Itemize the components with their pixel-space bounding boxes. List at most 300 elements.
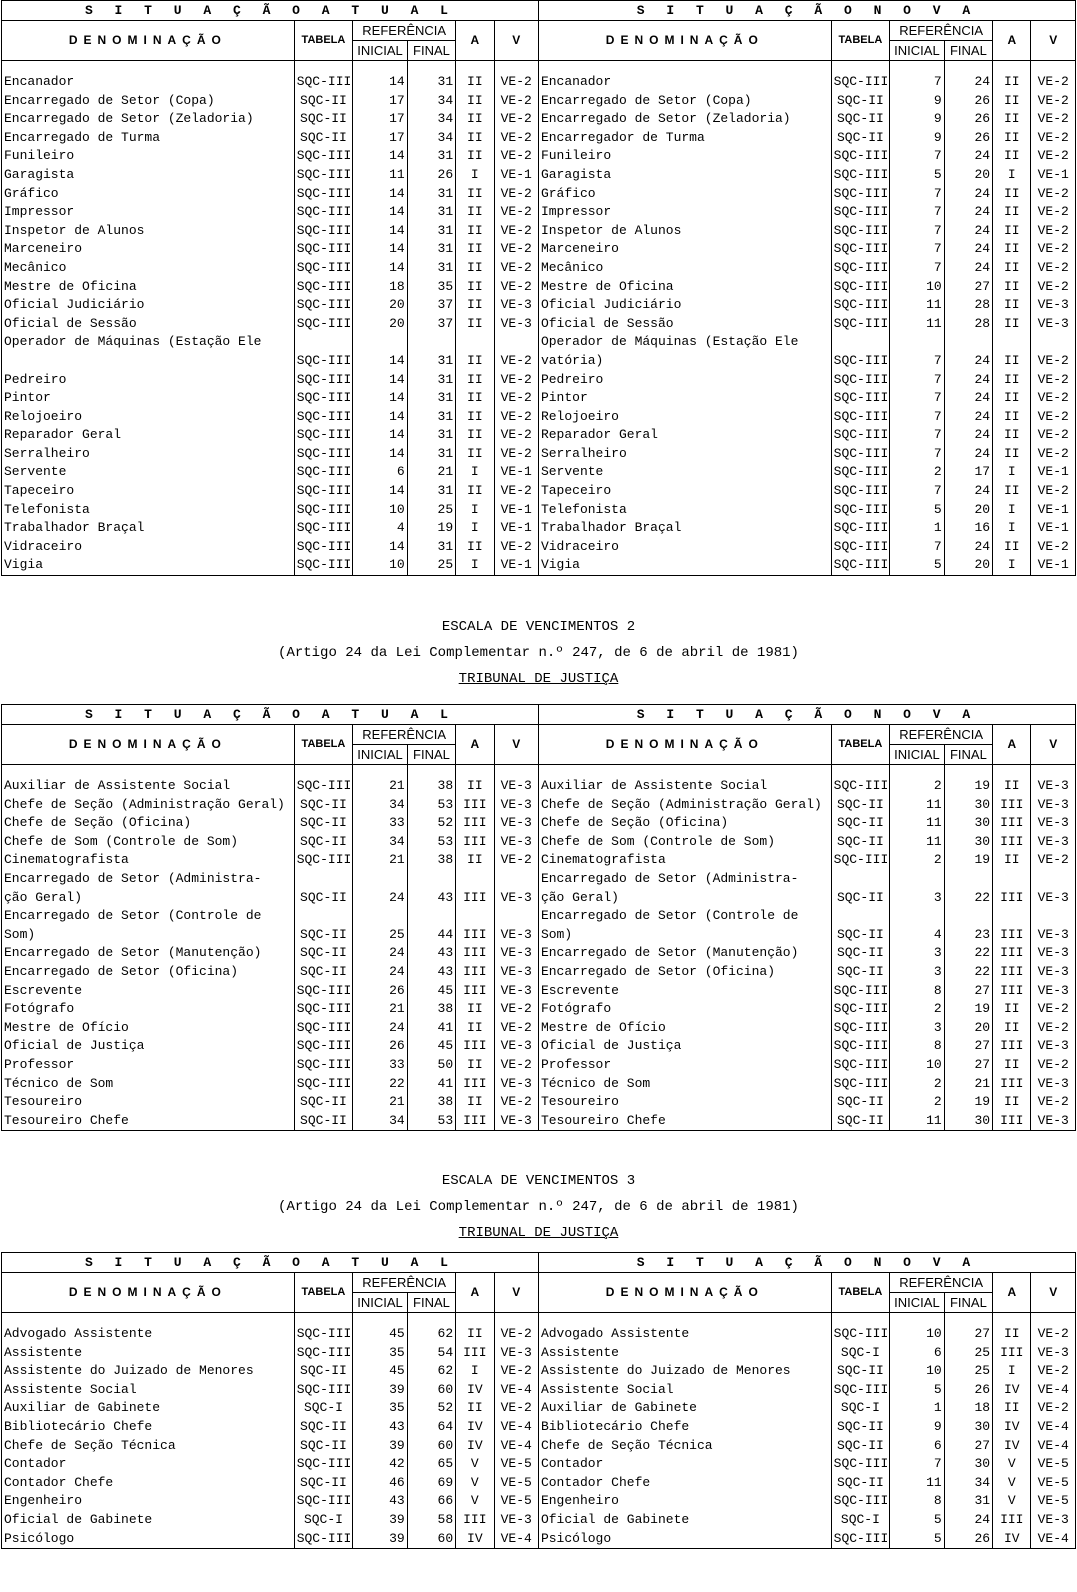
header-referencia: REFERÊNCIA bbox=[353, 725, 456, 745]
cargo-nova: Vidraceiro bbox=[538, 538, 831, 557]
cargo-atual: Som) bbox=[4, 926, 36, 942]
ref-final-atual: 41 bbox=[407, 1075, 455, 1094]
ref-final-atual bbox=[407, 870, 455, 889]
ref-inicial-atual: 34 bbox=[353, 1112, 408, 1131]
tabela-atual: SQC-III bbox=[294, 1037, 353, 1056]
ref-final-atual: 53 bbox=[407, 1112, 455, 1131]
cargo-nova: Professor bbox=[538, 1056, 831, 1075]
table-row bbox=[2, 73, 1076, 92]
table-row bbox=[2, 240, 1076, 259]
v-atual: VE-2 bbox=[494, 1325, 538, 1344]
cargo-nova: Serralheiro bbox=[538, 445, 831, 464]
a-nova: II bbox=[993, 92, 1031, 111]
tabela-atual: SQC-III bbox=[294, 1325, 353, 1344]
ref-final-nova bbox=[944, 907, 992, 926]
ref-final-nova: 24 bbox=[944, 203, 992, 222]
ref-final-atual bbox=[407, 907, 455, 926]
table-row bbox=[2, 1037, 1076, 1056]
a-atual: II bbox=[456, 73, 494, 92]
table-row bbox=[2, 222, 1076, 241]
v-atual: VE-2 bbox=[494, 129, 538, 148]
a-atual: III bbox=[456, 944, 494, 963]
ref-final-nova: 24 bbox=[944, 482, 992, 501]
ref-final-nova: 20 bbox=[944, 166, 992, 185]
ref-final-atual: 37 bbox=[407, 315, 455, 334]
cargo-nova: Relojoeiro bbox=[538, 408, 831, 427]
tabela-atual: SQC-III bbox=[294, 1056, 353, 1075]
a-nova: III bbox=[993, 982, 1031, 1001]
ref-inicial-nova: 2 bbox=[890, 1000, 945, 1019]
ref-final-nova: 18 bbox=[944, 1399, 992, 1418]
cargo-nova: Chefe de Som (Controle de Som) bbox=[538, 833, 831, 852]
a-atual: III bbox=[456, 1344, 494, 1363]
v-atual: VE-2 bbox=[494, 371, 538, 390]
a-atual: II bbox=[456, 352, 494, 371]
ref-final-nova: 25 bbox=[944, 1344, 992, 1363]
ref-final-nova: 26 bbox=[944, 129, 992, 148]
table-row bbox=[2, 1418, 1076, 1437]
v-atual: VE-3 bbox=[494, 315, 538, 334]
table-row bbox=[2, 944, 1076, 963]
tabela-nova: SQC-III bbox=[831, 1075, 890, 1094]
tabela-atual: SQC-III bbox=[294, 1344, 353, 1363]
ref-inicial-atual: 21 bbox=[353, 851, 408, 870]
v-nova: VE-2 bbox=[1031, 1362, 1076, 1381]
v-nova: VE-4 bbox=[1031, 1418, 1076, 1437]
ref-inicial-nova: 11 bbox=[890, 833, 945, 852]
spacer-cell bbox=[353, 61, 408, 74]
ref-inicial-atual: 46 bbox=[353, 1474, 408, 1493]
cargo-atual: Escrevente bbox=[4, 982, 83, 998]
v-nova: VE-3 bbox=[1031, 926, 1076, 945]
table-row bbox=[2, 92, 1076, 111]
table-row bbox=[2, 501, 1076, 520]
table-row bbox=[2, 1381, 1076, 1400]
v-atual: VE-1 bbox=[494, 556, 538, 575]
ref-inicial-nova: 7 bbox=[890, 352, 945, 371]
cargo-atual: Chefe de Som (Controle de Som) bbox=[4, 833, 239, 849]
ref-inicial-atual: 11 bbox=[353, 166, 408, 185]
cargo-atual: Funileiro bbox=[4, 148, 75, 164]
tabela-atual bbox=[294, 870, 353, 889]
a-atual: II bbox=[456, 777, 494, 796]
a-nova: II bbox=[993, 259, 1031, 278]
cargo-nova: Contador Chefe bbox=[538, 1474, 831, 1493]
a-atual: V bbox=[456, 1474, 494, 1493]
table-row bbox=[2, 389, 1076, 408]
caption-scale-3 bbox=[0, 1168, 1077, 1246]
ref-inicial-nova: 2 bbox=[890, 463, 945, 482]
tabela-atual: SQC-III bbox=[294, 408, 353, 427]
a-atual: III bbox=[456, 889, 494, 908]
header-denominacao: DENOMINAÇÃO bbox=[2, 1273, 295, 1313]
ref-final-atual: 52 bbox=[407, 814, 455, 833]
v-atual: VE-4 bbox=[494, 1530, 538, 1549]
header-a: A bbox=[993, 21, 1031, 61]
ref-final-nova: 22 bbox=[944, 889, 992, 908]
cargo-nova: Mestre de Ofício bbox=[538, 1019, 831, 1038]
table-row bbox=[2, 538, 1076, 557]
a-atual bbox=[456, 907, 494, 926]
tabela-atual: SQC-II bbox=[294, 1093, 353, 1112]
a-atual: II bbox=[456, 408, 494, 427]
tabela-atual: SQC-II bbox=[294, 889, 353, 908]
v-atual: VE-1 bbox=[494, 501, 538, 520]
cargo-nova: Mestre de Oficina bbox=[538, 278, 831, 297]
ref-final-nova bbox=[944, 870, 992, 889]
tabela-nova: SQC-III bbox=[831, 519, 890, 538]
ref-final-atual: 65 bbox=[407, 1455, 455, 1474]
cargo-atual: Técnico de Som bbox=[4, 1075, 114, 1091]
tabela-atual: SQC-III bbox=[294, 519, 353, 538]
table-row bbox=[2, 1000, 1076, 1019]
v-atual: VE-2 bbox=[494, 278, 538, 297]
v-nova: VE-2 bbox=[1031, 538, 1076, 557]
cargo-nova: Escrevente bbox=[538, 982, 831, 1001]
a-nova: I bbox=[993, 556, 1031, 575]
a-nova: III bbox=[993, 1511, 1031, 1530]
table-row bbox=[2, 1455, 1076, 1474]
a-atual: III bbox=[456, 814, 494, 833]
ref-inicial-nova bbox=[890, 907, 945, 926]
table-row bbox=[2, 814, 1076, 833]
ref-inicial-atual: 14 bbox=[353, 147, 408, 166]
ref-inicial-atual: 17 bbox=[353, 129, 408, 148]
v-atual: VE-5 bbox=[494, 1474, 538, 1493]
v-atual: VE-2 bbox=[494, 1399, 538, 1418]
v-atual: VE-4 bbox=[494, 1437, 538, 1456]
cargo-atual: Contador bbox=[4, 1456, 67, 1472]
ref-final-atual: 43 bbox=[407, 963, 455, 982]
cargo-atual: Encarregado de Setor (Administra- bbox=[4, 870, 262, 886]
spacer-cell bbox=[353, 765, 408, 778]
v-atual: VE-4 bbox=[494, 1418, 538, 1437]
ref-inicial-atual: 14 bbox=[353, 259, 408, 278]
ref-inicial-nova bbox=[890, 333, 945, 352]
ref-inicial-nova: 11 bbox=[890, 1474, 945, 1493]
tabela-atual: SQC-III bbox=[294, 259, 353, 278]
ref-inicial-atual: 25 bbox=[353, 926, 408, 945]
cargo-nova: Tapeceiro bbox=[538, 482, 831, 501]
ref-final-nova: 21 bbox=[944, 1075, 992, 1094]
v-atual: VE-2 bbox=[494, 426, 538, 445]
a-nova: V bbox=[993, 1455, 1031, 1474]
a-nova: III bbox=[993, 1112, 1031, 1131]
a-atual: II bbox=[456, 371, 494, 390]
tabela-atual: SQC-III bbox=[294, 426, 353, 445]
ref-final-nova: 20 bbox=[944, 1019, 992, 1038]
tabela-atual: SQC-III bbox=[294, 185, 353, 204]
v-nova: VE-2 bbox=[1031, 1093, 1076, 1112]
tabela-atual: SQC-II bbox=[294, 963, 353, 982]
cargo-atual: Oficial de Sessão bbox=[4, 315, 137, 331]
cargo-atual: Mestre de Oficina bbox=[4, 278, 137, 294]
cargo-atual: Cinematografista bbox=[4, 852, 129, 868]
tabela-nova: SQC-III bbox=[831, 278, 890, 297]
table-row bbox=[2, 426, 1076, 445]
tabela-atual: SQC-III bbox=[294, 315, 353, 334]
cargo-atual: Assistente do Juizado de Menores bbox=[4, 1363, 254, 1379]
v-atual: VE-3 bbox=[494, 1037, 538, 1056]
a-nova: I bbox=[993, 463, 1031, 482]
tabela-atual: SQC-III bbox=[294, 1019, 353, 1038]
cargo-nova: Chefe de Seção (Oficina) bbox=[538, 814, 831, 833]
tabela-atual: SQC-III bbox=[294, 1381, 353, 1400]
spacer-cell bbox=[993, 1313, 1031, 1326]
header-situacao-nova: S I T U A Ç Ã O N O V A bbox=[538, 1253, 1075, 1273]
table-row bbox=[2, 556, 1076, 575]
v-nova: VE-3 bbox=[1031, 1075, 1076, 1094]
v-nova: VE-5 bbox=[1031, 1492, 1076, 1511]
tabela-nova: SQC-III bbox=[831, 445, 890, 464]
tabela-nova: SQC-III bbox=[831, 222, 890, 241]
table-row bbox=[2, 296, 1076, 315]
a-nova: II bbox=[993, 1399, 1031, 1418]
ref-final-nova: 24 bbox=[944, 73, 992, 92]
v-atual bbox=[494, 907, 538, 926]
v-nova: VE-2 bbox=[1031, 185, 1076, 204]
ref-inicial-atual: 24 bbox=[353, 944, 408, 963]
ref-inicial-atual: 14 bbox=[353, 482, 408, 501]
ref-inicial-nova: 3 bbox=[890, 889, 945, 908]
tabela-nova: SQC-II bbox=[831, 796, 890, 815]
ref-inicial-atual: 26 bbox=[353, 1037, 408, 1056]
a-atual bbox=[456, 333, 494, 352]
a-atual: II bbox=[456, 110, 494, 129]
tabela-atual: SQC-III bbox=[294, 851, 353, 870]
header-referencia: REFERÊNCIA bbox=[353, 21, 456, 41]
cargo-atual: Encarregado de Setor (Manutenção) bbox=[4, 945, 262, 961]
ref-inicial-atual: 35 bbox=[353, 1399, 408, 1418]
cargo-nova: Gráfico bbox=[538, 185, 831, 204]
a-atual: II bbox=[456, 203, 494, 222]
v-atual: VE-2 bbox=[494, 1362, 538, 1381]
v-nova: VE-3 bbox=[1031, 1037, 1076, 1056]
cargo-nova: Encarregado de Setor (Zeladoria) bbox=[538, 110, 831, 129]
tabela-nova: SQC-III bbox=[831, 1325, 890, 1344]
ref-inicial-atual: 39 bbox=[353, 1511, 408, 1530]
v-atual: VE-2 bbox=[494, 1019, 538, 1038]
spacer-cell bbox=[294, 765, 353, 778]
tabela-nova: SQC-I bbox=[831, 1344, 890, 1363]
ref-inicial-nova bbox=[890, 870, 945, 889]
ref-inicial-nova: 7 bbox=[890, 185, 945, 204]
table-row bbox=[2, 833, 1076, 852]
ref-final-nova: 30 bbox=[944, 1112, 992, 1131]
v-nova: VE-3 bbox=[1031, 833, 1076, 852]
ref-inicial-nova: 7 bbox=[890, 426, 945, 445]
ref-final-nova: 30 bbox=[944, 833, 992, 852]
ref-final-nova: 30 bbox=[944, 814, 992, 833]
a-nova: II bbox=[993, 240, 1031, 259]
cargo-nova: Encarregado de Setor (Copa) bbox=[538, 92, 831, 111]
cargo-atual: Contador Chefe bbox=[4, 1474, 114, 1490]
tabela-atual bbox=[294, 907, 353, 926]
a-nova: II bbox=[993, 296, 1031, 315]
table-row bbox=[2, 926, 1076, 945]
cargo-nova: Encarregado de Setor (Oficina) bbox=[538, 963, 831, 982]
ref-final-atual: 34 bbox=[407, 110, 455, 129]
v-atual: VE-2 bbox=[494, 1093, 538, 1112]
cargo-nova: Pedreiro bbox=[538, 371, 831, 390]
cargo-nova: Operador de Máquinas (Estação Ele bbox=[538, 333, 831, 352]
header-inicial: INICIAL bbox=[890, 1293, 945, 1313]
cargo-atual: Tesoureiro Chefe bbox=[2, 1112, 295, 1131]
ref-inicial-atual: 14 bbox=[353, 222, 408, 241]
cargo-nova: Fotógrafo bbox=[538, 1000, 831, 1019]
tabela-atual bbox=[294, 333, 353, 352]
v-nova: VE-2 bbox=[1031, 203, 1076, 222]
ref-final-nova: 24 bbox=[944, 147, 992, 166]
ref-inicial-atual: 10 bbox=[353, 556, 408, 575]
spacer-cell bbox=[2, 1313, 295, 1326]
v-atual: VE-4 bbox=[494, 1381, 538, 1400]
cargo-atual: Auxiliar de Assistente Social bbox=[4, 778, 231, 793]
cargo-nova: Assistente Social bbox=[538, 1381, 831, 1400]
cargo-atual: Encarregado de Setor (Oficina) bbox=[4, 963, 239, 979]
salary-table-3 bbox=[0, 1252, 1076, 1549]
tabela-atual: SQC-II bbox=[294, 944, 353, 963]
ref-inicial-nova: 7 bbox=[890, 222, 945, 241]
v-atual: VE-3 bbox=[494, 833, 538, 852]
cargo-atual: Garagista bbox=[4, 166, 75, 182]
ref-inicial-atual: 21 bbox=[353, 777, 408, 796]
cargo-atual: Oficial de Justiça bbox=[4, 1038, 145, 1054]
a-atual: II bbox=[456, 1325, 494, 1344]
ref-inicial-atual: 24 bbox=[353, 963, 408, 982]
table-row bbox=[2, 851, 1076, 870]
a-atual: II bbox=[456, 147, 494, 166]
tabela-nova bbox=[831, 870, 890, 889]
v-nova: VE-1 bbox=[1031, 556, 1076, 575]
ref-final-atual: 53 bbox=[407, 833, 455, 852]
cargo-nova: Oficial de Justiça bbox=[538, 1037, 831, 1056]
cargo-atual: Chefe de Seção (Administração Geral) bbox=[4, 796, 285, 812]
header-inicial: INICIAL bbox=[890, 41, 945, 61]
cargo-atual: Psicólogo bbox=[2, 1530, 295, 1549]
ref-final-atual: 60 bbox=[407, 1530, 455, 1549]
table-row bbox=[2, 963, 1076, 982]
ref-final-atual: 31 bbox=[407, 222, 455, 241]
cargo-nova: vatória) bbox=[538, 352, 831, 371]
v-nova: VE-3 bbox=[1031, 944, 1076, 963]
spacer-cell bbox=[407, 61, 455, 74]
v-nova: VE-3 bbox=[1031, 1344, 1076, 1363]
v-atual: VE-2 bbox=[494, 389, 538, 408]
table-row bbox=[2, 352, 1076, 371]
ref-final-atual: 43 bbox=[407, 889, 455, 908]
ref-inicial-nova: 9 bbox=[890, 129, 945, 148]
a-atual: II bbox=[456, 129, 494, 148]
a-nova: II bbox=[993, 538, 1031, 557]
ref-final-atual: 31 bbox=[407, 445, 455, 464]
cargo-atual: Engenheiro bbox=[4, 1493, 83, 1509]
v-nova: VE-1 bbox=[1031, 501, 1076, 520]
ref-final-nova: 23 bbox=[944, 926, 992, 945]
cargo-atual: Encarregado de Setor (Zeladoria) bbox=[4, 111, 254, 127]
ref-final-nova: 24 bbox=[944, 371, 992, 390]
ref-final-nova: 26 bbox=[944, 1530, 992, 1549]
table-row bbox=[2, 1093, 1076, 1112]
cargo-nova: Auxiliar de Assistente Social bbox=[538, 777, 831, 796]
a-nova: III bbox=[993, 1037, 1031, 1056]
a-nova: II bbox=[993, 203, 1031, 222]
a-atual: II bbox=[456, 92, 494, 111]
v-nova: VE-2 bbox=[1031, 129, 1076, 148]
table-row bbox=[2, 482, 1076, 501]
cargo-atual: Relojoeiro bbox=[4, 408, 83, 424]
ref-final-nova: 25 bbox=[944, 1362, 992, 1381]
a-nova: II bbox=[993, 222, 1031, 241]
tabela-atual: SQC-II bbox=[294, 1418, 353, 1437]
v-nova: VE-3 bbox=[1031, 796, 1076, 815]
spacer-cell bbox=[993, 61, 1031, 74]
a-atual: III bbox=[456, 982, 494, 1001]
v-nova: VE-3 bbox=[1031, 296, 1076, 315]
tabela-nova: SQC-III bbox=[831, 501, 890, 520]
cargo-nova: Tesoureiro bbox=[538, 1093, 831, 1112]
ref-inicial-nova: 5 bbox=[890, 1381, 945, 1400]
v-nova: VE-2 bbox=[1031, 352, 1076, 371]
tabela-atual: SQC-III bbox=[294, 1492, 353, 1511]
ref-final-atual: 44 bbox=[407, 926, 455, 945]
table-row bbox=[2, 333, 1076, 352]
cargo-atual: Pedreiro bbox=[4, 371, 67, 387]
v-atual: VE-2 bbox=[494, 240, 538, 259]
v-atual: VE-3 bbox=[494, 944, 538, 963]
ref-inicial-atual: 45 bbox=[353, 1362, 408, 1381]
ref-inicial-atual: 14 bbox=[353, 408, 408, 427]
cargo-nova: Encanador bbox=[538, 73, 831, 92]
a-atual: II bbox=[456, 296, 494, 315]
ref-final-nova: 30 bbox=[944, 1418, 992, 1437]
tabela-nova: SQC-II bbox=[831, 129, 890, 148]
ref-inicial-atual: 24 bbox=[353, 1019, 408, 1038]
v-nova: VE-2 bbox=[1031, 408, 1076, 427]
v-nova: VE-1 bbox=[1031, 463, 1076, 482]
v-nova: VE-3 bbox=[1031, 982, 1076, 1001]
ref-inicial-atual: 43 bbox=[353, 1418, 408, 1437]
tabela-nova bbox=[831, 333, 890, 352]
ref-final-atual: 45 bbox=[407, 982, 455, 1001]
ref-final-atual: 31 bbox=[407, 408, 455, 427]
a-nova: II bbox=[993, 851, 1031, 870]
header-situacao-atual: S I T U A Ç Ã O A T U A L bbox=[2, 705, 539, 725]
ref-final-nova: 17 bbox=[944, 463, 992, 482]
a-nova: III bbox=[993, 926, 1031, 945]
table-row bbox=[2, 371, 1076, 390]
a-nova: III bbox=[993, 796, 1031, 815]
header-v: V bbox=[1031, 21, 1076, 61]
ref-final-nova: 22 bbox=[944, 944, 992, 963]
ref-inicial-atual: 14 bbox=[353, 389, 408, 408]
header-tabela: TABELA bbox=[294, 21, 353, 61]
v-atual: VE-2 bbox=[494, 851, 538, 870]
spacer-cell bbox=[1031, 61, 1076, 74]
ref-inicial-atual: 14 bbox=[353, 426, 408, 445]
ref-final-atual: 19 bbox=[407, 519, 455, 538]
cargo-nova: Assistente bbox=[538, 1344, 831, 1363]
a-atual: IV bbox=[456, 1530, 494, 1549]
caption-court: TRIBUNAL DE JUSTIÇA bbox=[458, 671, 619, 687]
a-atual: II bbox=[456, 482, 494, 501]
ref-final-atual: 66 bbox=[407, 1492, 455, 1511]
table-row bbox=[2, 463, 1076, 482]
header-situacao-nova: S I T U A Ç Ã O N O V A bbox=[538, 1, 1075, 21]
ref-inicial-nova: 7 bbox=[890, 147, 945, 166]
a-nova: II bbox=[993, 389, 1031, 408]
tabela-nova: SQC-III bbox=[831, 482, 890, 501]
